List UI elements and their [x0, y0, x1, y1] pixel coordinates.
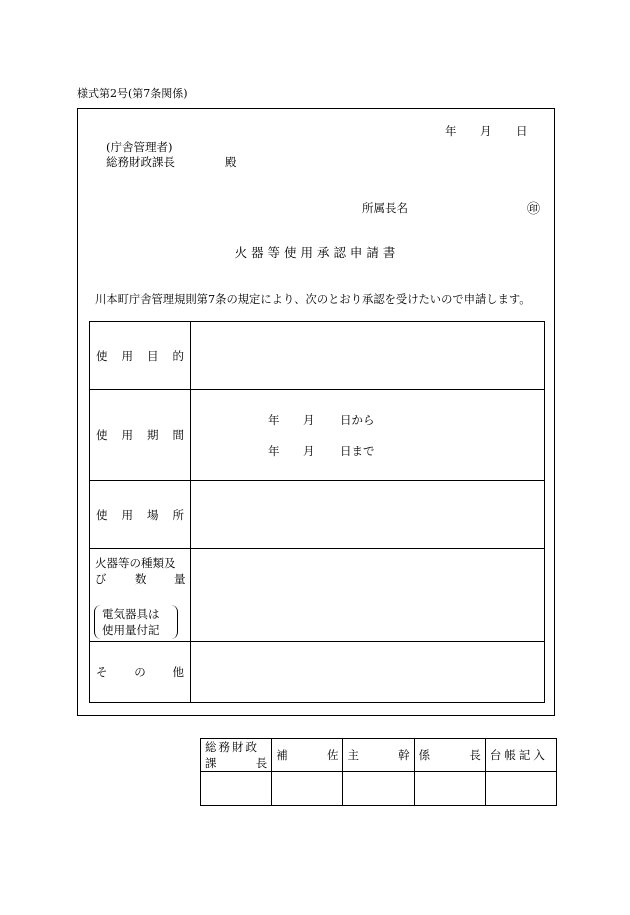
place-char-3: 場: [147, 507, 159, 522]
row-period: [90, 390, 545, 481]
form-number: 様式第2号(第7条関係): [77, 87, 188, 100]
period-char-2: 用: [121, 428, 133, 442]
place-char-4: 所: [172, 507, 184, 522]
label-period: [90, 390, 191, 481]
electric-note-line1: 電気器具は: [102, 607, 160, 621]
label-place: [90, 481, 191, 549]
application-table: [89, 321, 545, 703]
stamp-box-section-head[interactable]: [414, 772, 485, 806]
period-to-month: 月: [303, 444, 315, 458]
chief-label: [347, 747, 409, 763]
other-char-2: の: [134, 665, 146, 679]
assistant-char-2: 佐: [326, 748, 339, 762]
stamp-box-assistant[interactable]: [272, 772, 343, 806]
section-head-label: [419, 747, 481, 763]
assistant-char-1: 補: [276, 748, 288, 762]
period-to-year: 年: [268, 444, 280, 458]
kind-char-ryo: 量: [174, 572, 186, 586]
assistant-label: [276, 747, 338, 763]
purpose-char-4: 的: [172, 348, 184, 363]
kind-char-su: 数: [135, 572, 147, 586]
chief-char-2: 幹: [398, 748, 410, 762]
purpose-label: [90, 348, 190, 364]
kind-line1: 火器等の種類及: [95, 556, 176, 570]
purpose-char-3: 目: [147, 348, 159, 363]
purpose-char-2: 用: [121, 348, 133, 363]
electric-note-line2: 使用量付記: [102, 623, 160, 637]
ledger-label: 台帳記入: [489, 748, 548, 762]
row-place: [90, 481, 545, 549]
stamp-col-section-head: [414, 739, 485, 772]
period-from-year: 年: [268, 413, 280, 427]
stamp-box-ledger[interactable]: [485, 772, 556, 806]
director-char-ka: 課: [205, 756, 217, 770]
stamp-col-assistant: [272, 739, 343, 772]
period-char-4: 間: [172, 428, 184, 442]
date-month: 月: [480, 124, 492, 138]
purpose-field[interactable]: [191, 322, 545, 390]
period-from-month: 月: [303, 413, 315, 427]
row-purpose: [90, 322, 545, 390]
row-other: [90, 642, 545, 703]
row-kind: [90, 549, 545, 642]
place-label: [90, 507, 190, 523]
stamp-col-ledger: [485, 739, 556, 772]
label-purpose: [90, 322, 191, 390]
stamp-col-director: [201, 739, 272, 772]
addressee-honorific: 殿: [225, 155, 237, 169]
stamp-col-chief: [343, 739, 414, 772]
seal-mark: ㊞: [527, 202, 541, 217]
other-char-3: 他: [172, 665, 184, 679]
director-line1: 総務財政: [205, 740, 259, 754]
stamp-sign-row: [201, 772, 557, 806]
director-char-cho: 長: [255, 756, 268, 770]
label-kind: [90, 549, 191, 642]
date-year: 年: [445, 124, 457, 138]
intro-text: 川本町庁舎管理規則第7条の規定により、次のとおり承認を受けたいので申請します。: [95, 293, 531, 306]
document-title: 火 器 等 使 用 承 認 申 請 書: [234, 245, 396, 260]
section-head-char-2: 長: [469, 748, 481, 762]
section-head-char-1: 係: [418, 748, 431, 762]
period-char-3: 期: [147, 428, 159, 442]
date-day: 日: [516, 124, 528, 138]
addressee-note: (庁舎管理者): [106, 140, 173, 154]
stamp-header-row: [201, 739, 557, 772]
kind-char-bi: び: [95, 572, 107, 586]
stamp-box-chief[interactable]: [343, 772, 414, 806]
label-other: [90, 642, 191, 703]
period-from-suffix: 日から: [340, 413, 375, 427]
period-to-suffix: 日まで: [340, 444, 375, 458]
place-char-1: 使: [96, 507, 108, 522]
period-label: [90, 427, 190, 443]
place-field[interactable]: [191, 481, 545, 549]
place-char-2: 用: [121, 507, 133, 522]
applicant-label: 所属長名: [362, 201, 408, 215]
approval-stamp-table: [200, 738, 557, 806]
chief-char-1: 主: [347, 748, 359, 762]
director-line2: [205, 755, 267, 771]
other-label: [90, 664, 190, 680]
stamp-box-director[interactable]: [201, 772, 272, 806]
period-char-1: 使: [96, 428, 108, 442]
other-field[interactable]: [191, 642, 545, 703]
addressee-title: 総務財政課長: [106, 155, 175, 169]
kind-field[interactable]: [191, 549, 545, 642]
purpose-char-1: 使: [96, 348, 108, 363]
other-char-1: そ: [96, 665, 108, 679]
period-field[interactable]: [191, 390, 545, 481]
